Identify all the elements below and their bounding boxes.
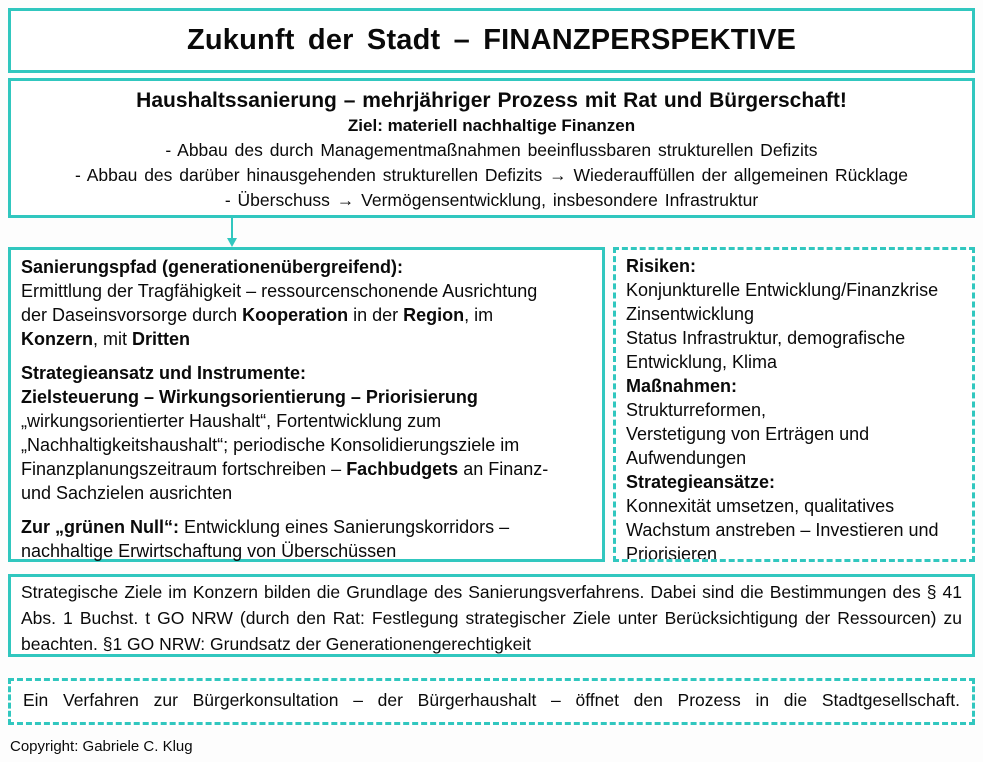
text-line: „Nachhaltigkeitshaushalt“; periodische Konsolidierungsziele im xyxy=(21,435,520,455)
risiken-box xyxy=(613,247,975,562)
process-subheading: Ziel: materiell nachhaltige Finanzen xyxy=(347,116,636,135)
text-line: Strategieansatz und Instrumente: xyxy=(21,363,307,383)
text-line: Strategieansätze: xyxy=(626,472,776,492)
copyright-text: Copyright: Gabriele C. Klug xyxy=(10,738,193,755)
legal-text: Strategische Ziele im Konzern bilden die Grundlage des Sanierungsverfahrens. Dabei sind die Bestimmungen des § 41 Abs. 1 Buchst. t GO NRW (durch den Rat: Festlegung strategischer Ziele unter Berücksichtigung der Ressourcen) zu beachten. §1 GO NRW: Grundsatz der Generationengerechtigkeit xyxy=(21,582,962,654)
sanierungspfad-box xyxy=(8,247,605,562)
process-heading: Haushaltssanierung – mehrjähriger Prozess mit Rat und Bürgerschaft! xyxy=(136,89,847,112)
legal-box xyxy=(8,574,975,657)
text-line xyxy=(21,505,594,515)
text-line: Sanierungspfad (generationenübergreifend): xyxy=(21,257,404,277)
text-line: Zur „grünen Null“: Entwicklung eines Sanierungskorridors – xyxy=(21,517,510,537)
text-line: - Abbau des durch Managementmaßnahmen beeinflussbaren strukturellen Defizits xyxy=(165,140,818,160)
citizen-text: Ein Verfahren zur Bürgerkonsultation – der Bürgerhaushalt – öffnet den Prozess in die Stadtgesellschaft. xyxy=(23,690,960,710)
text-line: Zinsentwicklung xyxy=(626,304,755,324)
text-line: Konzern, mit Dritten xyxy=(21,329,190,349)
text-line: - Abbau des darüber hinausgehenden strukturellen Defizits → Wiederauffüllen der allgemeinen Rücklage xyxy=(75,165,908,185)
text-line: Finanzplanungszeitraum fortschreiben – Fachbudgets an Finanz- xyxy=(21,459,549,479)
text-line xyxy=(21,351,594,361)
text-line: Konnexität umsetzen, qualitatives xyxy=(626,496,895,516)
text-line: Konjunkturelle Entwicklung/Finanzkrise xyxy=(626,280,939,300)
text-line: der Daseinsvorsorge durch Kooperation in der Region, im xyxy=(21,305,494,325)
text-line: Status Infrastruktur, demografische xyxy=(626,328,906,348)
process-bullets xyxy=(11,138,972,213)
citizen-box xyxy=(8,678,975,725)
text-line: - Überschuss → Vermögensentwicklung, insbesondere Infrastruktur xyxy=(224,190,759,210)
text-line: Zielsteuerung – Wirkungsorientierung – Priorisierung xyxy=(21,387,478,407)
text-line: „wirkungsorientierter Haushalt“, Fortentwicklung zum xyxy=(21,411,442,431)
text-line: Ermittlung der Tragfähigkeit – ressourcenschonende Ausrichtung xyxy=(21,281,538,301)
text-line: Aufwendungen xyxy=(626,448,747,468)
text-line: nachhaltige Erwirtschaftung von Überschüssen xyxy=(21,541,397,561)
text-line: Wachstum anstreben – Investieren und xyxy=(626,520,939,540)
title-box xyxy=(8,8,975,73)
text-line: und Sachzielen ausrichten xyxy=(21,483,233,503)
text-line: Entwicklung, Klima xyxy=(626,352,778,372)
text-line: Risiken: xyxy=(626,256,697,276)
text-line: Strukturreformen, xyxy=(626,400,767,420)
text-line: Priorisieren xyxy=(626,544,718,562)
down-arrow-icon xyxy=(224,218,240,247)
process-box xyxy=(8,78,975,218)
text-line: Maßnahmen: xyxy=(626,376,738,396)
slide-title: Zukunft der Stadt – FINANZPERSPEKTIVE xyxy=(186,24,797,56)
text-line: Verstetigung von Erträgen und xyxy=(626,424,870,444)
